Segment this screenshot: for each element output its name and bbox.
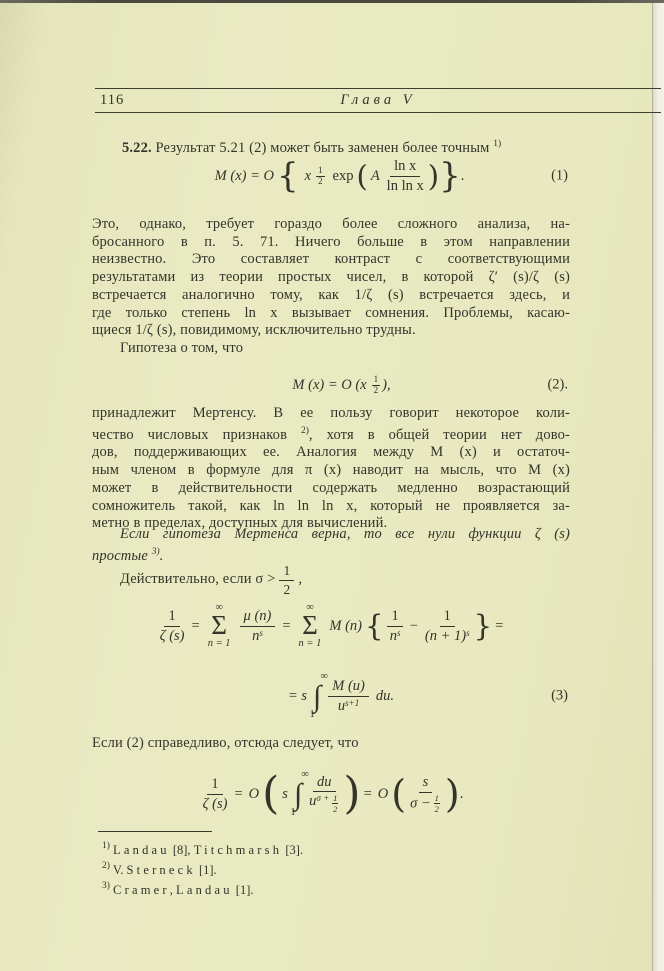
sum-operator: ∞ Σ n = 1: [207, 601, 231, 649]
paragraph-analysis: [92, 216, 570, 358]
integral-operator: ∞ ∫ 1: [309, 671, 328, 720]
equation-2: [92, 367, 570, 403]
text-line: результатами из теории простых чисел, в которой ζ′ (s)/ζ (s): [92, 269, 570, 286]
running-head: [95, 92, 661, 110]
footnote-ref-3: 3): [151, 546, 160, 557]
proof-lead-text: Действительно, если σ >: [120, 571, 276, 588]
s-var: s: [282, 785, 288, 802]
footnote-ref-2: 2): [300, 425, 309, 436]
du-over-usigma: du $u^{\sigma +}$ $\frac{1}{2}$: [309, 773, 338, 815]
text-line: дов, поддерживающих ее. Аналогия между M (x) и остаточ-: [92, 444, 570, 461]
right-brace: }: [439, 156, 461, 196]
comma: ,: [298, 571, 303, 588]
minus: −: [409, 617, 418, 634]
big-O: O: [248, 785, 260, 802]
section-text: Результат 5.21 (2) может быть заменен более точным: [151, 140, 494, 156]
eq2-close: ),: [382, 376, 391, 393]
equals: =: [234, 785, 243, 802]
text-line: щиеся 1/ζ (s), повидимому, исключительно трудны.: [92, 322, 416, 339]
eq2-body: M (x) = O (x: [292, 376, 367, 393]
text-line: ным членом в формуле для π (x) наводит на мысль, что M (x): [92, 462, 570, 479]
footnote-2: $^{2)}$ V. Sterneck [1].: [102, 861, 217, 877]
eq1-exponent-half: 1 2: [318, 165, 323, 186]
right-paren: ): [343, 768, 361, 819]
equation-3-line1: [92, 600, 570, 652]
footnote-ref-1: 1): [493, 139, 502, 149]
text-line: может в действительности содержать медленно возрастающий: [92, 479, 570, 496]
equals: =: [282, 617, 291, 634]
left-brace: {: [276, 156, 299, 196]
equals: =: [495, 617, 504, 634]
footnote-3: $^{3)}$ Cramer, Landau [1].: [102, 881, 254, 897]
big-O: O: [377, 785, 389, 802]
text-line: простые $^{3)}$.: [92, 546, 164, 564]
M-of-n: M (n): [329, 617, 363, 634]
chapter-title: Глава V: [340, 92, 416, 108]
eq2-exponent-half: 1 2: [373, 374, 379, 395]
equals: =: [363, 785, 372, 802]
text-line: сомножитель такой, как ln ln ln x, который не проявляется за-: [92, 497, 570, 514]
left-paren: (: [262, 768, 280, 819]
proof-lead-line: [92, 563, 570, 597]
eq3-number: (3): [551, 687, 568, 704]
left-paren: (: [356, 158, 368, 193]
sum-operator: ∞ Σ n = 1: [298, 601, 322, 649]
text-line: Если гипотеза Мертенса верна, то все нули функции ζ (s): [120, 526, 570, 542]
eq1-period: .: [460, 167, 465, 184]
eq1-exp: exp: [332, 167, 354, 184]
text-line: неизвестно. Это составляет контраст с соответствующими: [92, 251, 570, 268]
text-line: встречается аналогично тому, как 1/ζ (s) встречается здесь, и: [92, 286, 570, 303]
page-number: 116: [100, 92, 125, 108]
text-line: чество числовых признаков $^{2)}$, хотя в общей теории нет дово-: [92, 425, 570, 443]
equals: =: [191, 617, 200, 634]
one-over-ns: 1 $n^s$: [387, 608, 402, 644]
left-brace: {: [365, 608, 384, 643]
text-line: Гипотеза о том, что: [120, 339, 244, 356]
final-formula: [92, 763, 570, 825]
eq1-lnx-fraction: ln x ln ln x: [386, 157, 424, 194]
eq1-A: A: [370, 167, 380, 184]
scan-top-edge: [0, 0, 664, 3]
footnotes: [92, 838, 570, 898]
equals-s: = s: [287, 687, 308, 704]
eq2-number: (2).: [547, 376, 568, 393]
one-over-zeta: $\frac{1}{\zeta (s)}$: [159, 607, 185, 644]
Mu-over-us1: M (u) $u^{s+1}$: [328, 678, 369, 714]
eq1-number: (1): [551, 167, 568, 184]
s-over-sigma-half: s σ − $\frac{1}{2}$: [410, 774, 439, 814]
footnote-rule: [98, 831, 212, 832]
du: du.: [375, 687, 395, 704]
left-paren: (: [391, 772, 407, 816]
text-line: Это, однако, требует гораздо более сложного анализа, на-: [92, 216, 570, 232]
tiny-half: $\frac{1}{2}$: [434, 792, 439, 814]
section-number: 5.22.: [122, 140, 152, 156]
one-over-zeta: $\frac{1}{\zeta (s)}$: [202, 775, 228, 812]
equation-1: [92, 155, 570, 197]
consequence-lead-line: Если (2) справедливо, отсюда следует, что: [92, 735, 359, 751]
mu-over-ns: $\frac{\mu (n)}{n^s}$: [240, 608, 276, 644]
text-line: принадлежит Мертенсу. В ее пользу говорит некоторое коли-: [92, 405, 570, 421]
eq1-x: x: [304, 167, 312, 184]
text-line: бросанного в п. 5. 71. Ничего больше в этом направлении: [92, 233, 570, 250]
right-paren: ): [427, 158, 440, 193]
equation-3-line2: [92, 668, 570, 724]
text-line: метно в пределах, доступных для вычислений.: [92, 515, 388, 532]
half-fraction: 1 2: [279, 563, 294, 597]
paragraph-mertens: [92, 405, 570, 533]
footnote-1: $^{1)}$ Landau [8], Titchmarsh [3].: [102, 841, 304, 857]
tiny-half: $\frac{1}{2}$: [333, 793, 338, 815]
theorem-statement: [92, 526, 570, 565]
text-line: где только степень ln x вызывает сомнения. Проблемы, касаю-: [92, 304, 570, 321]
period: .: [459, 785, 464, 802]
eq1-lhs: M (x) = O: [214, 167, 274, 184]
right-paren: ): [444, 772, 460, 816]
header-rule-bottom: [95, 112, 661, 113]
integral-operator: ∞ ∫ 1: [290, 769, 309, 818]
one-over-n1s: $\frac{1}{(n + 1)^s}$: [424, 607, 470, 644]
page-right-edge: [652, 3, 664, 971]
header-rule-top: [95, 88, 661, 89]
right-brace: }: [473, 608, 493, 643]
